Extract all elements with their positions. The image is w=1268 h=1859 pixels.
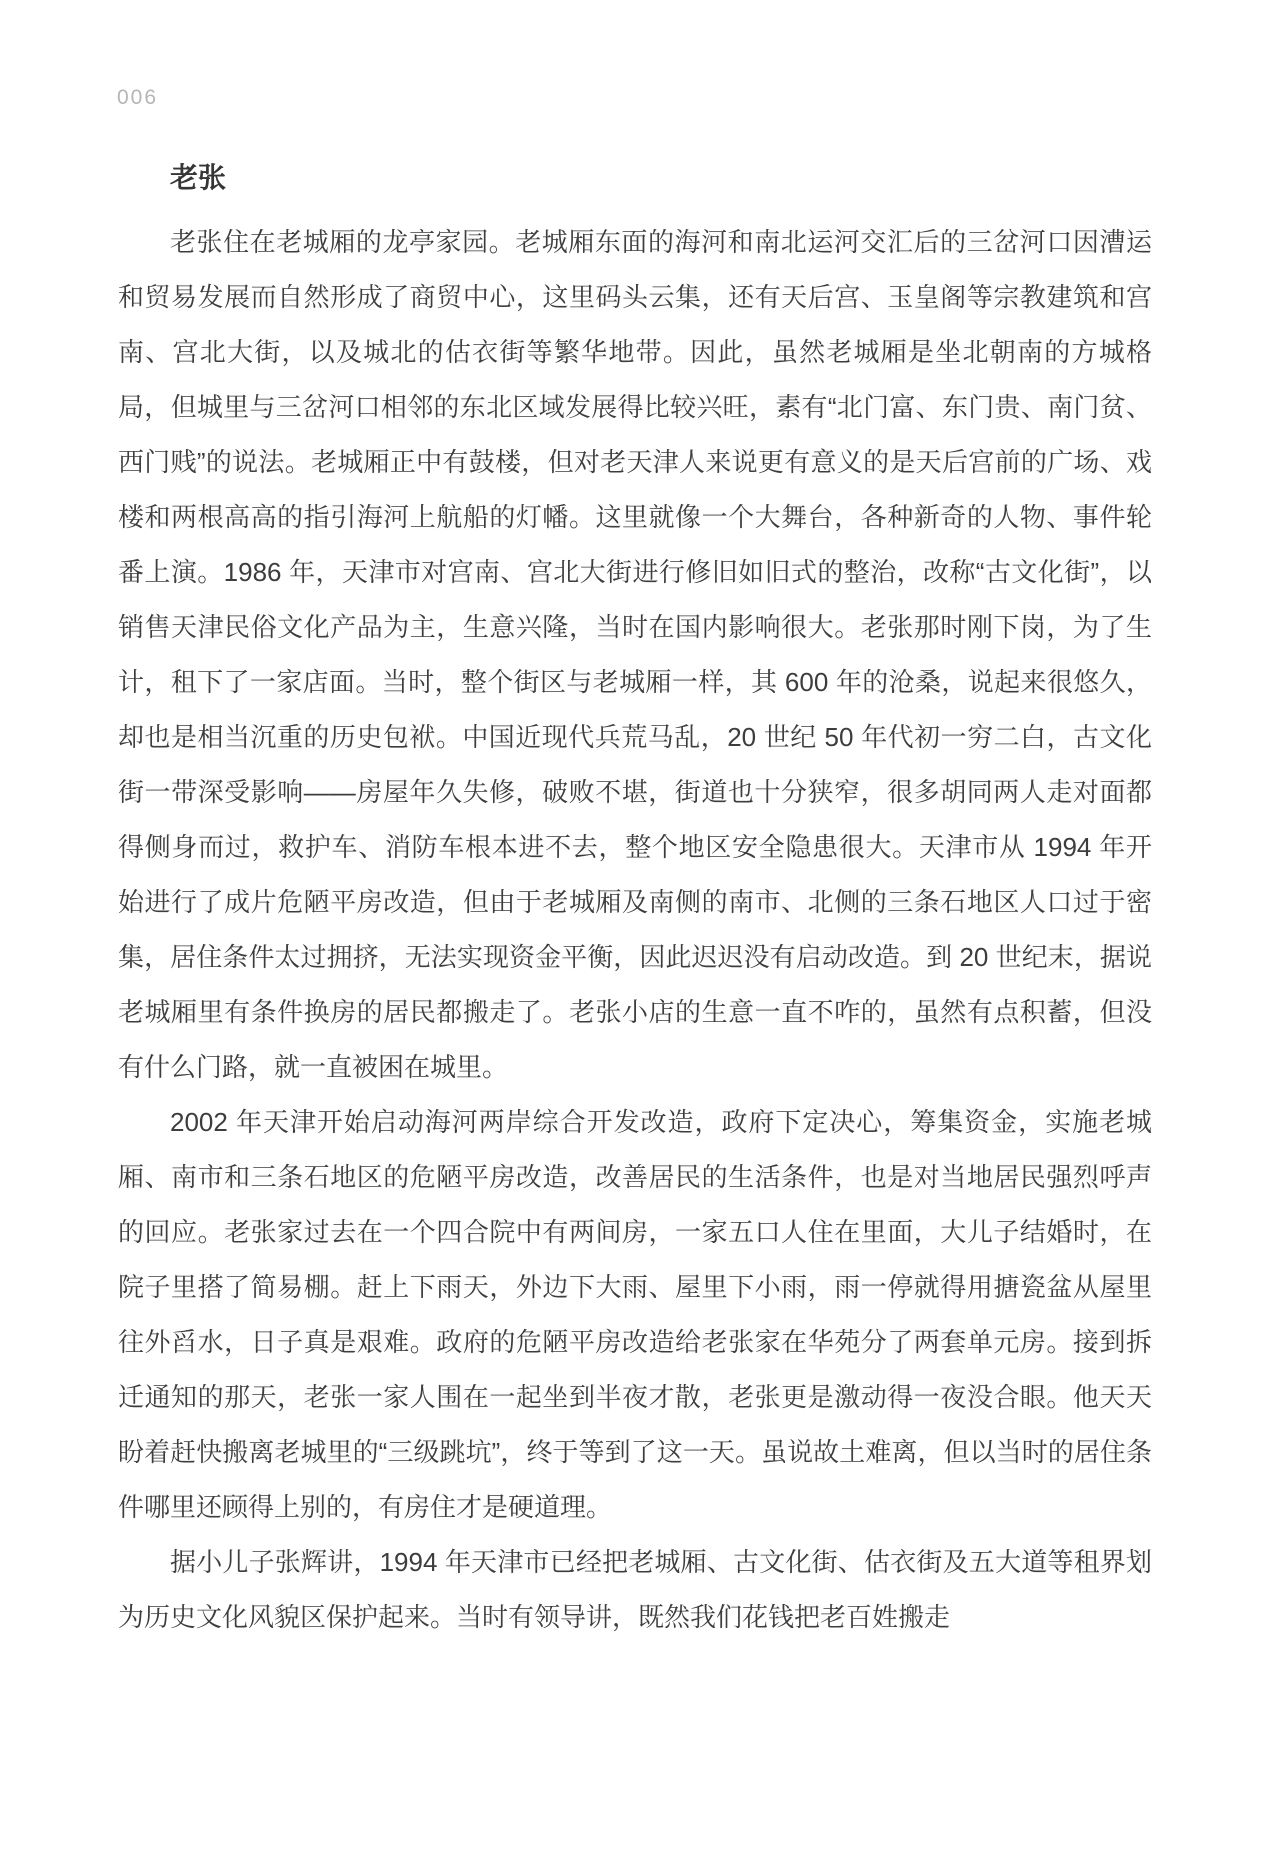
section-heading: 老张 [170,162,227,193]
paragraph-2: 2002 年天津开始启动海河两岸综合开发改造，政府下定决心，筹集资金，实施老城厢、南市和三条石地区的危陋平房改造，改善居民的生活条件，也是对当地居民强烈呼声的回应。老张家过去在一个四合院中有两间房，一家五口人住在里面，大儿子结婚时，在院子里搭了简易棚。赶上下雨天，外边下大雨、屋里下小雨，雨一停就得用搪瓷盆从屋里往外舀水，日子真是艰难。政府的危陋平房改造给老张家在华苑分了两套单元房。接到拆迁通知的那天，老张一家人围在一起坐到半夜才散，老张更是激动得一夜没合眼。他天天盼着赶快搬离老城里的“三级跳坑”，终于等到了这一天。虽说故土难离，但以当时的居住条件哪里还顾得上别的，有房住才是硬道理。 [118,1107,1152,1522]
page-number: 006 [117,86,159,109]
page-content [118,158,1152,1645]
paragraph-3: 据小儿子张辉讲，1994 年天津市已经把老城厢、古文化街、估衣街及五大道等租界划为历史文化风貌区保护起来。当时有领导讲，既然我们花钱把老百姓搬走 [118,1547,1152,1632]
paragraph-1: 老张住在老城厢的龙亭家园。老城厢东面的海河和南北运河交汇后的三岔河口因漕运和贸易发展而自然形成了商贸中心，这里码头云集，还有天后宫、玉皇阁等宗教建筑和宫南、宫北大街，以及城北的估衣街等繁华地带。因此，虽然老城厢是坐北朝南的方城格局，但城里与三岔河口相邻的东北区域发展得比较兴旺，素有“北门富、东门贵、南门贫、西门贱”的说法。老城厢正中有鼓楼，但对老天津人来说更有意义的是天后宫前的广场、戏楼和两根高高的指引海河上航船的灯幡。这里就像一个大舞台，各种新奇的人物、事件轮番上演。1986 年，天津市对宫南、宫北大街进行修旧如旧式的整治，改称“古文化街”，以销售天津民俗文化产品为主，生意兴隆，当时在国内影响很大。老张那时刚下岗，为了生计，租下了一家店面。当时，整个街区与老城厢一样，其 600 年的沧桑，说起来很悠久，却也是相当沉重的历史包袱。中国近现代兵荒马乱，20 世纪 50 年代初一穷二白，古文化街一带深受影响——房屋年久失修，破败不堪，街道也十分狭窄，很多胡同两人走对面都得侧身而过，救护车、消防车根本进不去，整个地区安全隐患很大。天津市从 1994 年开始进行了成片危陋平房改造，但由于老城厢及南侧的南市、北侧的三条石地区人口过于密集，居住条件太过拥挤，无法实现资金平衡，因此迟迟没有启动改造。到 20 世纪末，据说老城厢里有条件换房的居民都搬走了。老张小店的生意一直不咋的，虽然有点积蓄，但没有什么门路，就一直被困在城里。 [118,227,1152,1082]
